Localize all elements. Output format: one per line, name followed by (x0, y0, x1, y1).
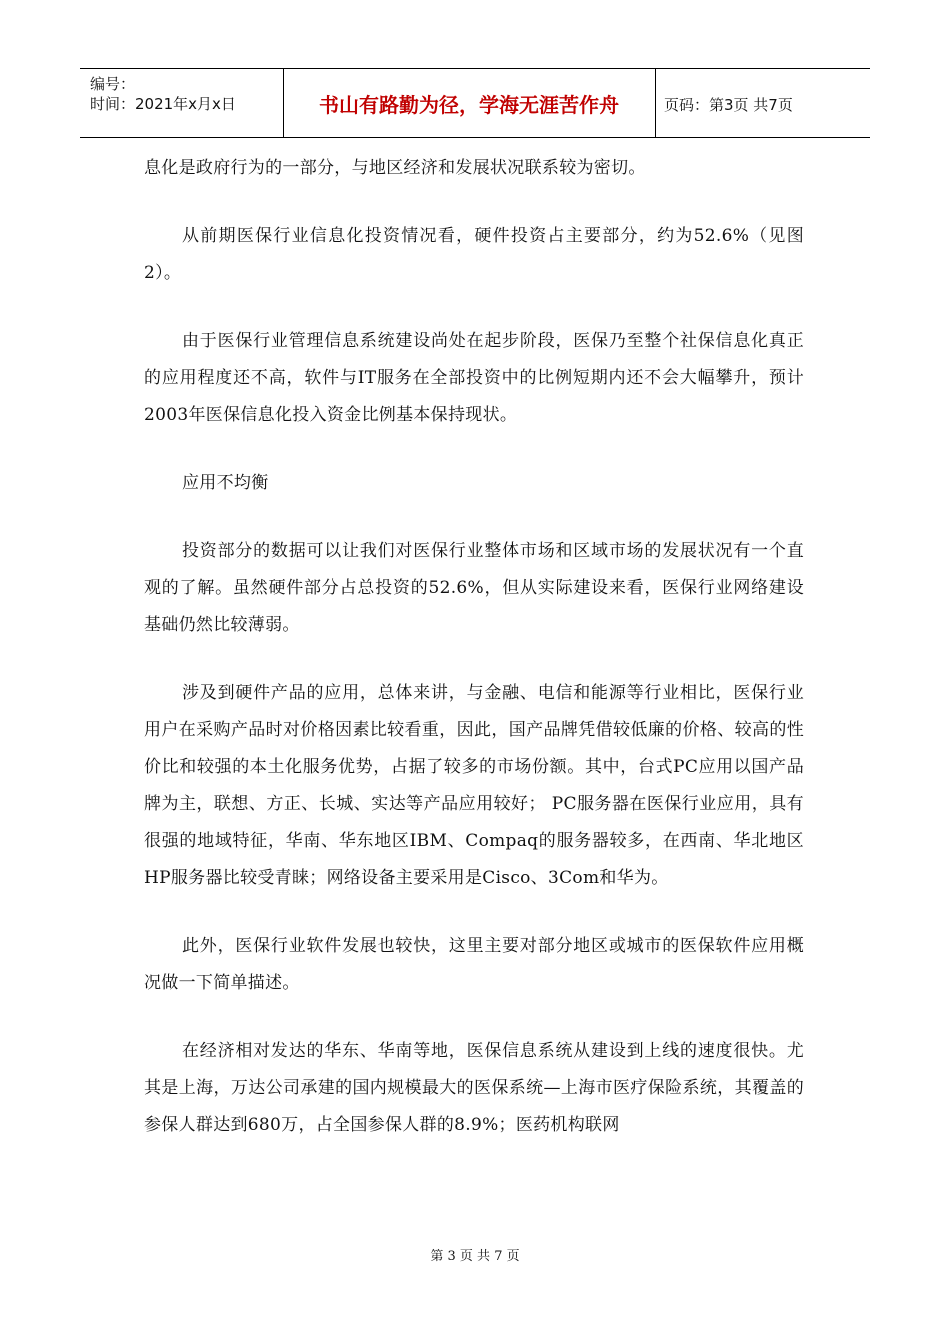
time-label: 时间：2021年x月x日 (90, 95, 236, 113)
page-header (80, 68, 870, 138)
header-meta-cell (80, 69, 284, 137)
header-page-info: 页码：第3页 共7页 (664, 96, 793, 114)
page-footer: 第 3 页 共 7 页 (430, 1249, 520, 1264)
paragraph: 息化是政府行为的一部分，与地区经济和发展状况联系较为密切。 (144, 158, 646, 178)
paragraph: 在经济相对发达的华东、华南等地，医保信息系统从建设到上线的速度很快。尤其是上海，万达公司承建的国内规模最大的医保系统—上海市医疗保险系统，其覆盖的参保人群达到680万，占全国参保人群的8.9%；医药机构联网 (144, 1041, 804, 1135)
paragraph: 此外，医保行业软件发展也较快，这里主要对部分地区或城市的医保软件应用概况做一下简单描述。 (144, 936, 804, 993)
paragraph: 涉及到硬件产品的应用，总体来讲，与金融、电信和能源等行业相比，医保行业用户在采购产品时对价格因素比较看重，因此，国产品牌凭借较低廉的价格、较高的性价比和较强的本土化服务优势，占据了较多的市场份额。其中，台式PC应用以国产品牌为主，联想、方正、长城、实达等产品应用较好； PC服务器在医保行业应用，具有很强的地域特征，华南、华东地区IBM、Compaq的服务器较多，在西南、华北地区HP服务器比较受青睐；网络设备主要采用是Cisco、3Com和华为。 (144, 683, 804, 888)
paragraph: 投资部分的数据可以让我们对医保行业整体市场和区域市场的发展状况有一个直观的了解。虽然硬件部分占总投资的52.6%，但从实际建设来看，医保行业网络建设基础仍然比较薄弱。 (144, 541, 804, 635)
document-body (144, 150, 804, 1144)
number-label: 编号： (90, 75, 136, 93)
header-motto: 书山有路勤为径，学海无涯苦作舟 (283, 69, 656, 137)
paragraph: 由于医保行业管理信息系统建设尚处在起步阶段，医保乃至整个社保信息化真正的应用程度还不高，软件与IT服务在全部投资中的比例短期内还不会大幅攀升，预计2003年医保信息化投入资金比例基本保持现状。 (144, 331, 804, 425)
paragraph: 从前期医保行业信息化投资情况看，硬件投资占主要部分，约为52.6%（见图2）。 (144, 226, 804, 283)
section-heading: 应用不均衡 (182, 473, 269, 493)
